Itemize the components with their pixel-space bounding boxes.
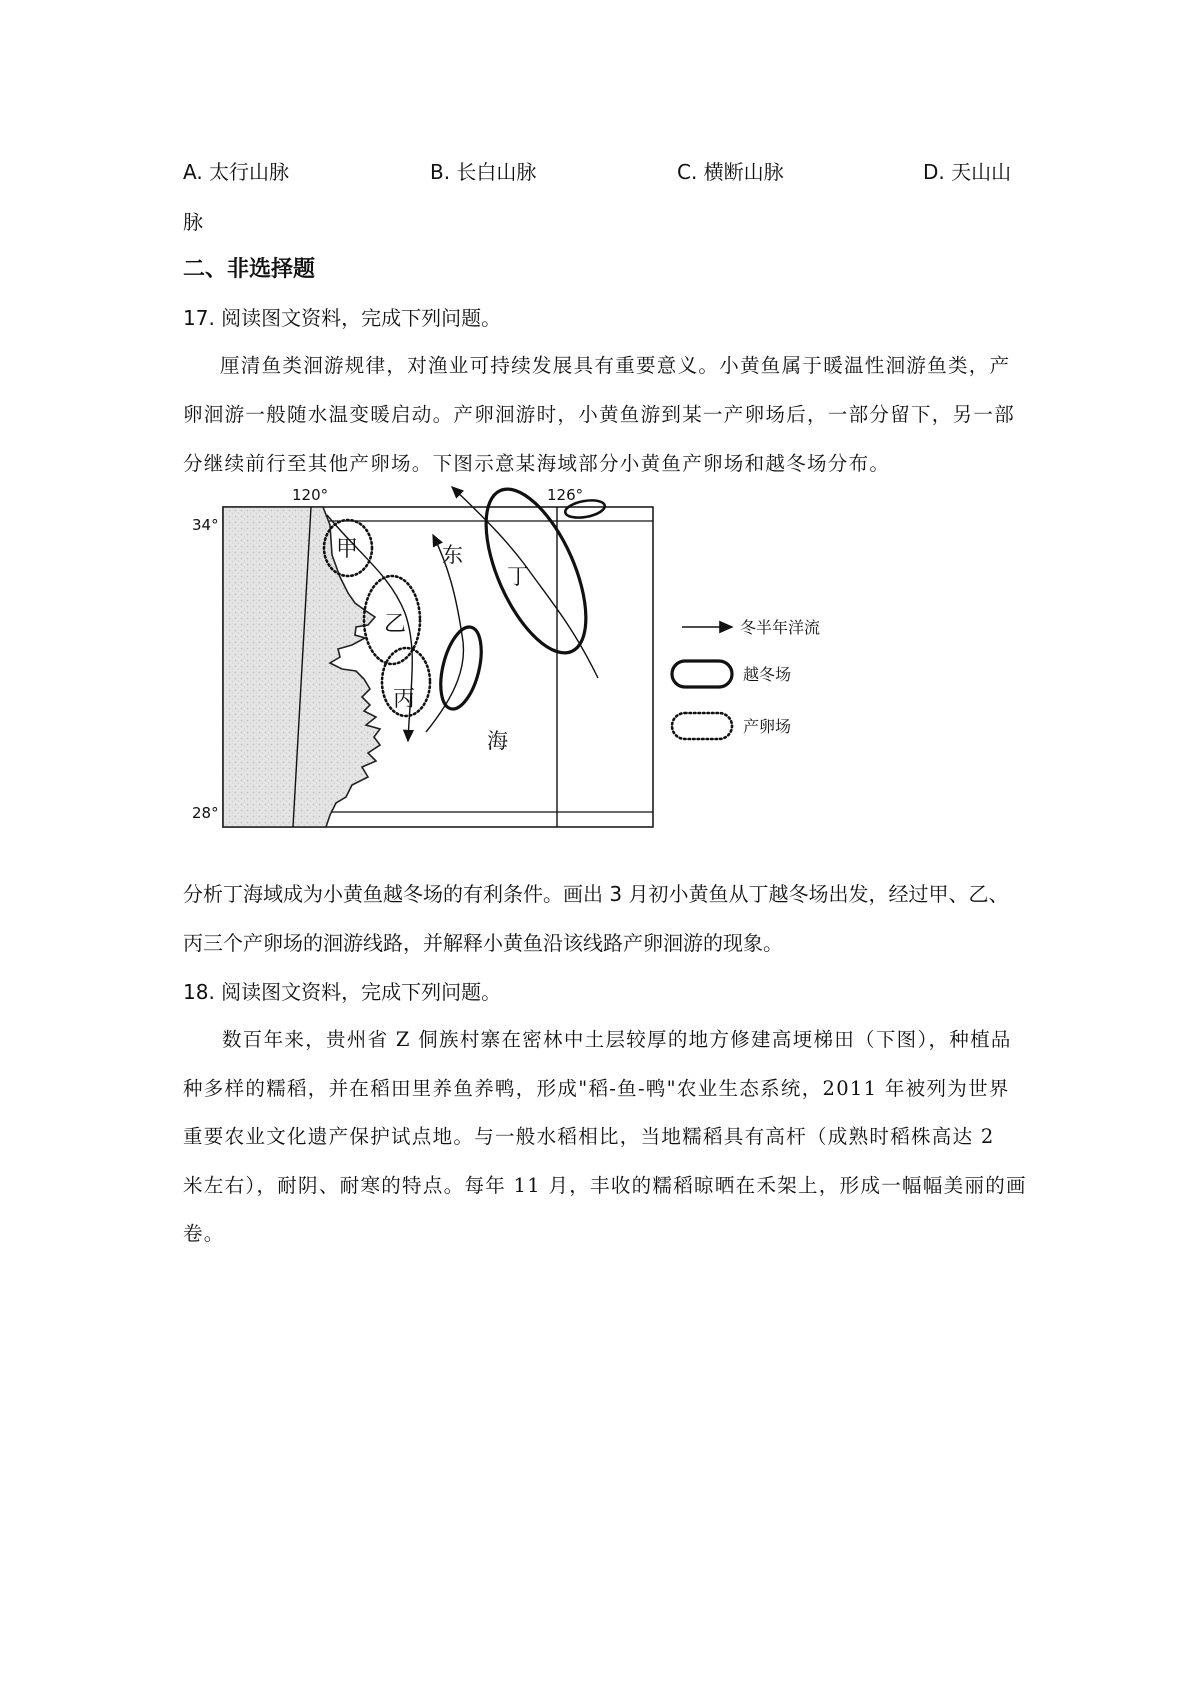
region-label-ding: 丁 xyxy=(507,565,530,590)
fish-migration-map xyxy=(180,485,900,845)
lat-label-28: 28° xyxy=(192,804,219,822)
lon-label-120: 120° xyxy=(292,486,329,504)
q18-para-line-4: 米左右），耐阴、耐寒的特点。每年 11 月，丰收的糯稻晾晒在禾架上，形成一幅幅美丽的画 xyxy=(183,1174,1027,1197)
q17-para-line-1: 厘清鱼类洄游规律，对渔业可持续发展具有重要意义。小黄鱼属于暖温性洄游鱼类，产 xyxy=(220,354,1011,377)
q17-title: 17. 阅读图文资料，完成下列问题。 xyxy=(183,306,502,330)
option-b: B. 长白山脉 xyxy=(430,160,537,184)
legend-spawning-label: 产卵场 xyxy=(743,717,792,736)
q17-question-line-1: 分析丁海域成为小黄鱼越冬场的有利条件。画出 3 月初小黄鱼从丁越冬场出发，经过甲、乙、 xyxy=(183,882,1009,906)
option-c: C. 横断山脉 xyxy=(677,160,784,184)
region-label-bing: 丙 xyxy=(393,687,416,712)
option-a: A. 太行山脉 xyxy=(183,160,290,184)
option-d: D. 天山山 xyxy=(923,160,1012,184)
sea-label-hai: 海 xyxy=(487,729,508,753)
lat-label-34: 34° xyxy=(192,516,219,534)
legend-current-label: 冬半年洋流 xyxy=(740,618,821,637)
lon-label-126: 126° xyxy=(547,486,584,504)
q18-para-line-2: 种多样的糯稻，并在稻田里养鱼养鸭，形成"稻-鱼-鸭"农业生态系统，2011 年被列为世界 xyxy=(183,1077,1010,1100)
section-title: 二、非选择题 xyxy=(183,257,316,282)
q18-title: 18. 阅读图文资料，完成下列问题。 xyxy=(183,980,502,1004)
legend-wintering-label: 越冬场 xyxy=(743,665,792,684)
q17-para-line-3: 分继续前行至其他产卵场。下图示意某海域部分小黄鱼产卵场和越冬场分布。 xyxy=(183,452,891,475)
region-label-jia: 甲 xyxy=(336,537,359,562)
region-label-yi: 乙 xyxy=(384,612,407,637)
option-d-continuation: 脉 xyxy=(183,210,203,234)
q18-para-line-5: 卷。 xyxy=(183,1222,225,1245)
sea-label-dong: 东 xyxy=(442,543,463,567)
legend-wintering-symbol xyxy=(672,661,732,687)
q18-para-line-3: 重要农业文化遗产保护试点地。与一般水稻相比，当地糯稻具有高杆（成熟时稻株高达 2 xyxy=(183,1125,995,1148)
q18-para-line-1: 数百年来，贵州省 Z 侗族村寨在密林中土层较厚的地方修建高埂梯田（下图），种植品 xyxy=(222,1028,1012,1051)
q17-question-line-2: 丙三个产卵场的洄游线路，并解释小黄鱼沿该线路产卵洄游的现象。 xyxy=(183,931,783,955)
legend-spawning-symbol xyxy=(672,713,732,739)
q17-para-line-2: 卵洄游一般随水温变暖启动。产卵洄游时，小黄鱼游到某一产卵场后，一部分留下，另一部 xyxy=(183,403,1016,426)
